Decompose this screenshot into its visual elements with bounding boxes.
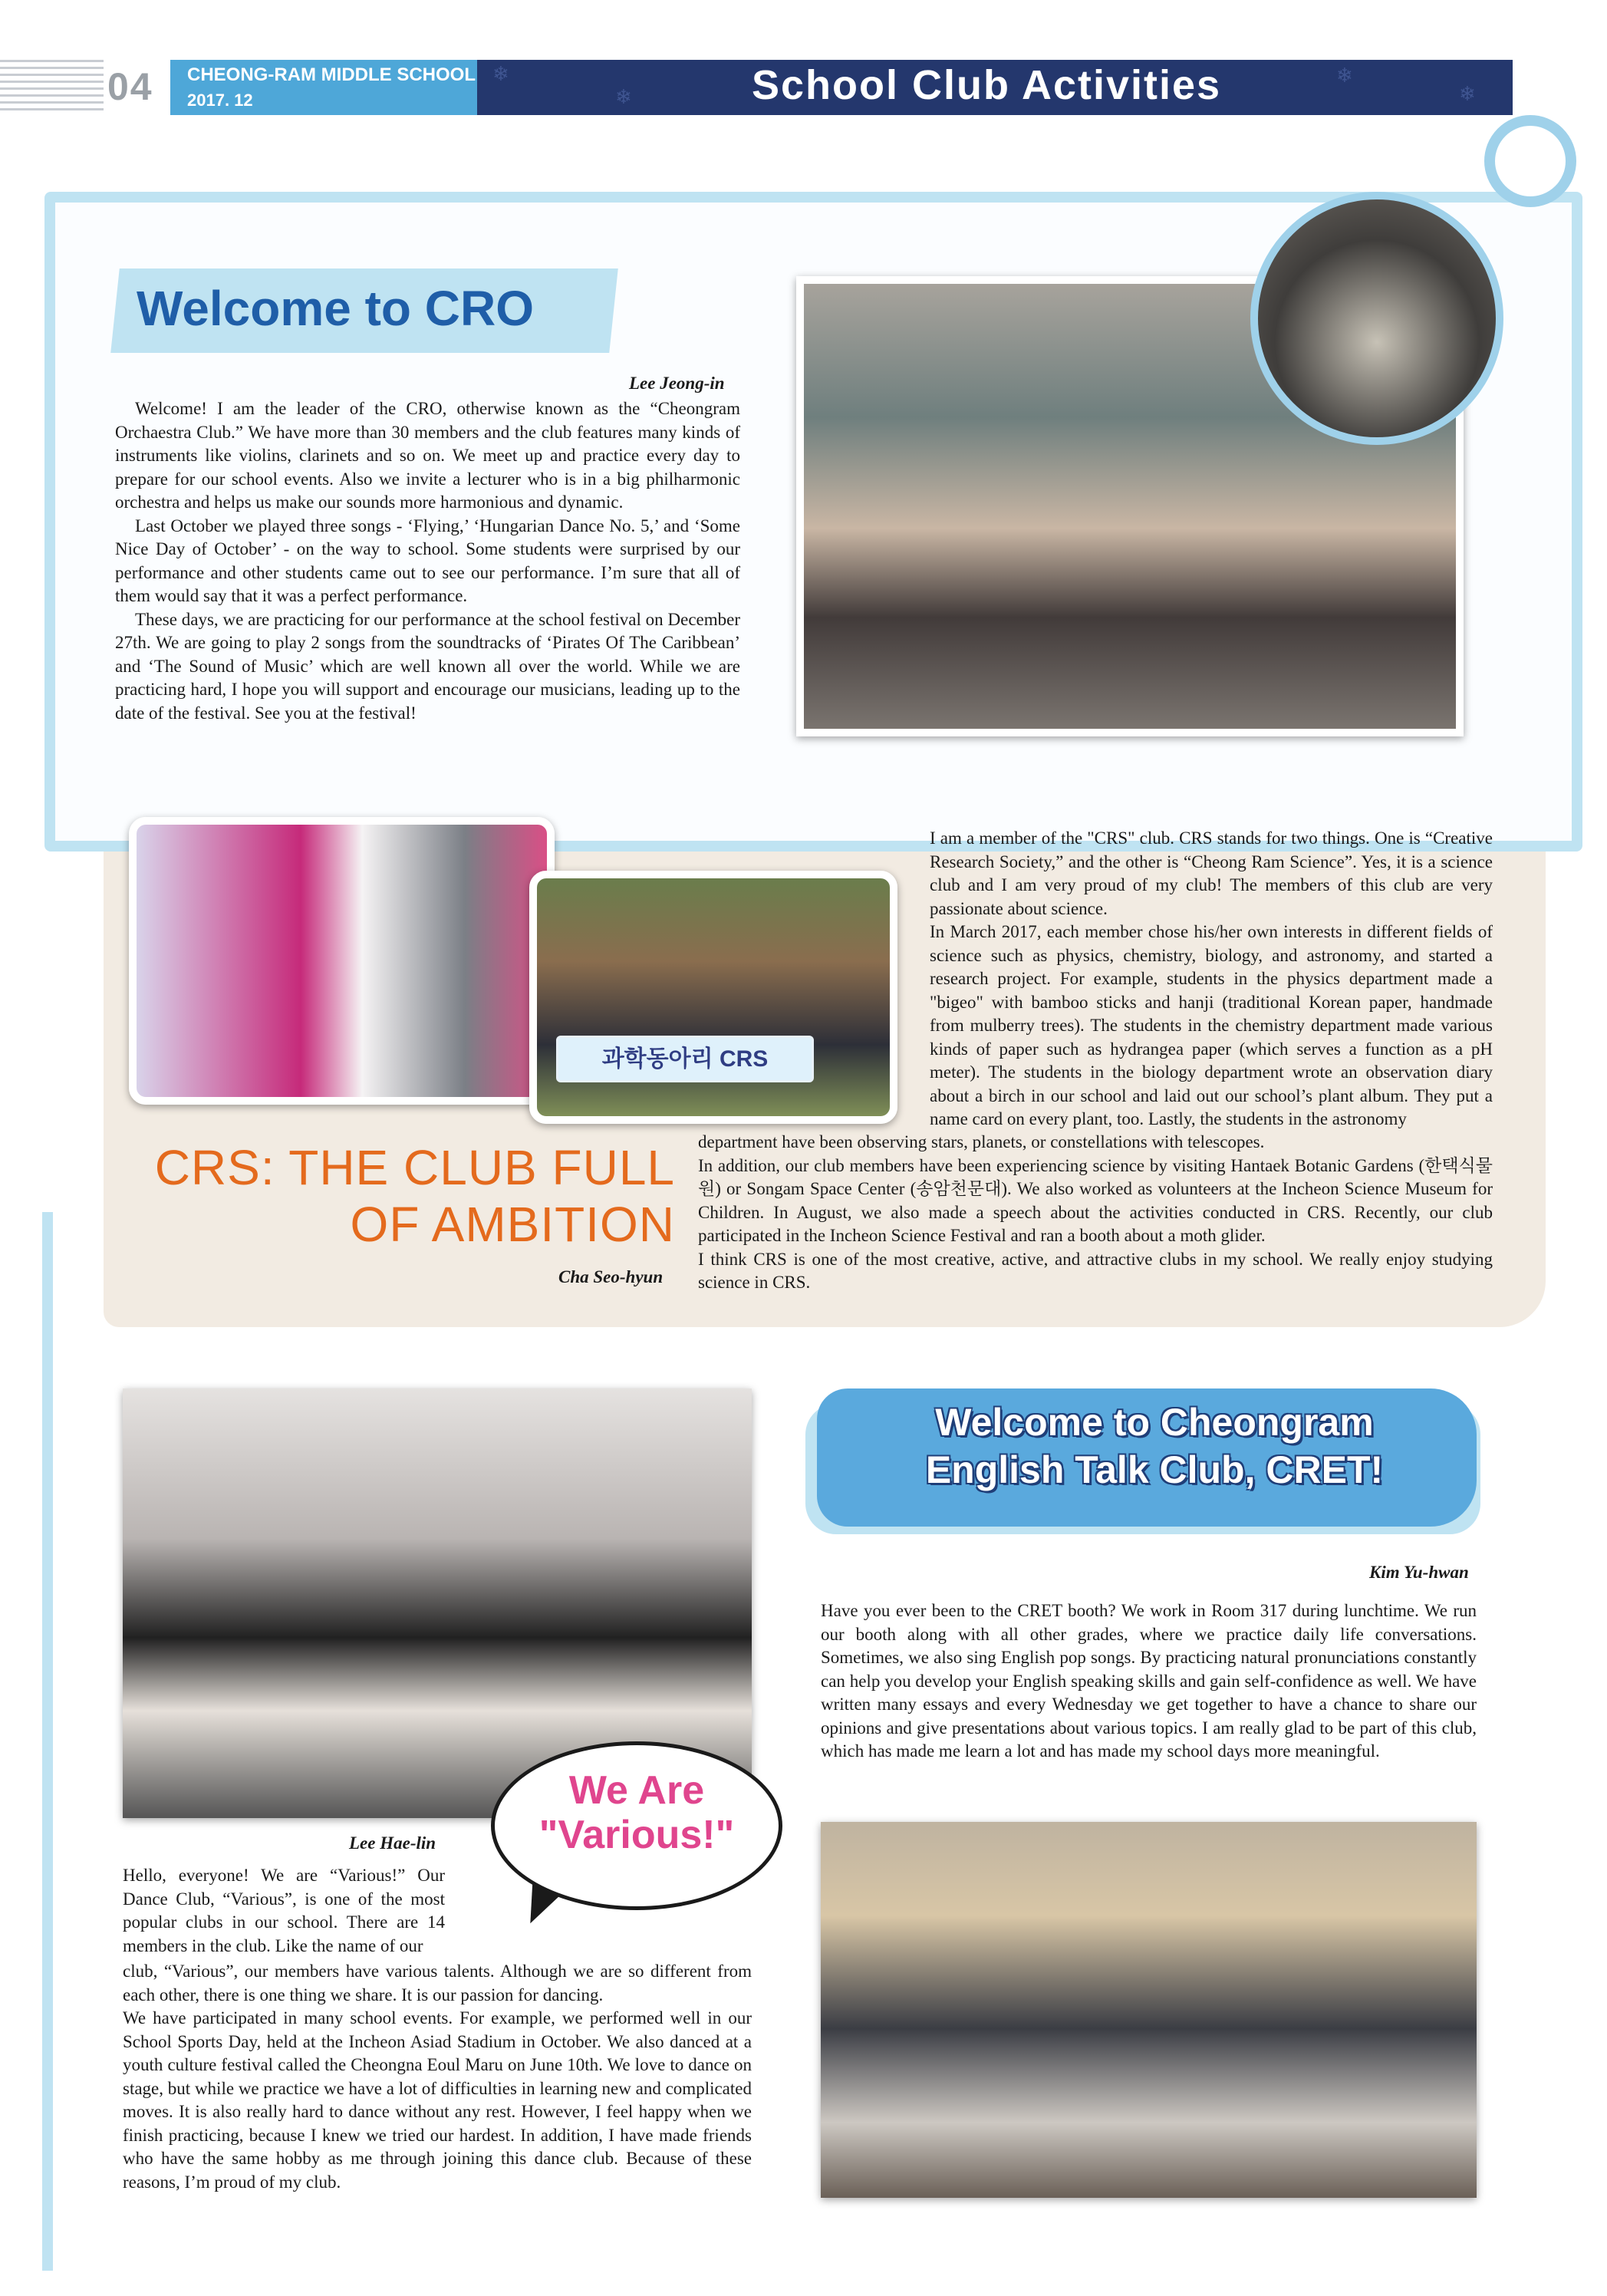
crs-photo-banner: 과학동아리 CRS [556, 1036, 814, 1082]
cro-article [115, 397, 740, 725]
snowflake-icon: ❄ [615, 86, 632, 108]
cret-title-line: English Talk Club, CRET! [925, 1448, 1384, 1491]
crs-article-bottom [698, 1131, 1493, 1295]
bubble-line: We Are [568, 1768, 705, 1813]
orchestra-group-photo [1250, 192, 1503, 445]
bottom-left-frame [42, 1212, 53, 2271]
page-number: 04 [107, 65, 153, 108]
crs-paragraph: In addition, our club members have been experiencing science by visiting Hantaek Botanic Gardens (한택식물원) or Songam Space Center (송암천문대). We also worked as volunteers at the Incheon Science Museum for Children. In August, we also made a speech about the activities conducted in CRS. Recently, our club participated in the Incheon Science Festival and ran a booth about a moth glider. [698, 1155, 1493, 1245]
crs-paragraph: In March 2017, each member chose his/her own interests in different fields of science such as physics, chemistry, biology, and astronomy, and started a research project. For example, students in the physics department made a "bigeo" with bamboo sticks and hanji (traditional Korean paper, handmade from mulberry trees). The students in the chemistry department made various kinds of paper such as hydrangea paper (which serves a function as a pH meter). The students in the biology department wrote an observation diary about a birch in our school and laid out our school’s plant album. They put a name card on every plant, too. Lastly, the students in the astronomy [930, 922, 1493, 1128]
crs-title [107, 1139, 675, 1253]
snowflake-icon: ❄ [1459, 83, 1476, 105]
snowflake-icon: ❄ [1336, 64, 1353, 87]
snowflake-icon: ❄ [492, 63, 509, 85]
speech-bubble-text [499, 1768, 775, 1857]
various-paragraph: We have participated in many school events. For example, we performed well in our School Sports Day, held at the Incheon Asiad Stadium in October. We also danced at a youth culture festival called the Cheongna Eoul Maru on June 10th. We love to dance on stage, but while we practice we have a lot of difficulties in learning new and complicated moves. It is also really hard to dance without any rest. However, I feel happy when we finish practicing, because I knew we tried our hardest. In addition, I have made friends who have the same hobby as me through joining this dance club. Because of these reasons, I’m proud of my club. [123, 2008, 752, 2192]
cro-paragraph: Last October we played three songs - ‘Flying,’ ‘Hungarian Dance No. 5,’ and ‘Some Nice Day of October’ - on the way to school. Some students were surprised by our performance and other students came out to see our performance. I’m sure that all of them would say that it was a perfect performance. [115, 516, 740, 605]
cro-paragraph: These days, we are practicing for our performance at the school festival on December 27th. We are going to play 2 songs from the soundtracks of ‘Pirates Of The Caribbean’ and ‘The Sound of Music’ which are well known all over the world. While we are practicing hard, I hope you will support and encourage our musicians, leading up to the date of the festival. See you at the festival! [115, 609, 740, 723]
crs-botanic-garden-photo [529, 871, 897, 1124]
header-stripes [0, 60, 104, 115]
various-paragraph: club, “Various”, our members have various talents. Although we are so different from each other, there is one thing we share. It is our passion for dancing. [123, 1962, 752, 2004]
crs-paragraph: I think CRS is one of the most creative, active, and attractive clubs in my school. We really enjoy studying science in CRS. [698, 1249, 1493, 1292]
cro-author: Lee Jeong-in [629, 374, 725, 393]
decorative-ring [1484, 115, 1576, 207]
cro-title: Welcome to CRO [137, 281, 534, 336]
various-intro: Hello, everyone! We are “Various!” Our Dance Club, “Various”, is one of the most popular clubs in our school. There are 14 members in the club. Like the name of our [123, 1866, 445, 1955]
crs-event-photo [129, 817, 555, 1105]
cret-author: Kim Yu-hwan [1369, 1563, 1469, 1582]
cro-paragraph: Welcome! I am the leader of the CRO, otherwise known as the “Cheongram Orchaestra Club.” We have more than 30 members and the club features many kinds of instruments like violins, clarinets and so on. We meet up and practice every day to prepare for our school events. Also we invite a lecturer who is in a big philharmonic orchestra and helps us make our sounds more harmonious and dynamic. [115, 399, 740, 512]
crs-title-line: OF AMBITION [350, 1197, 675, 1252]
various-article [123, 1960, 752, 2194]
cret-title-line: Welcome to Cheongram [935, 1401, 1374, 1444]
crs-title-line: CRS: THE CLUB FULL [154, 1140, 675, 1195]
crs-author: Cha Seo-hyun [558, 1267, 664, 1286]
cret-classroom-photo [821, 1822, 1477, 2198]
various-author: Lee Hae-lin [349, 1833, 436, 1853]
crs-paragraph: I am a member of the "CRS" club. CRS stands for two things. One is “Creative Research Society,” and the other is “Cheong Ram Science”. Yes, it is a science club and I am very proud of my club! The members of this club are very passionate about science. [930, 828, 1493, 918]
cret-paragraph: Have you ever been to the CRET booth? We work in Room 317 during lunchtime. We run our booth along with all other grades, where we practice daily life conversations. Sometimes, we also sing English pop songs. By practicing natural pronunciations constantly can help you develop your English speaking skills and gain self-confidence as well. We have written many essays and every Wednesday we get together to have a chance to share our opinions and give presentations about various topics. I am really glad to be part of this club, which has made me learn a lot and has made my school days more meaningful. [821, 1601, 1477, 1761]
school-name: CHEONG-RAM MIDDLE SCHOOL [187, 64, 476, 85]
crs-article-top [930, 827, 1493, 1132]
section-title: School Club Activities [752, 62, 1222, 108]
issue-date: 2017. 12 [187, 91, 253, 110]
cret-article [821, 1599, 1477, 1764]
cret-title [825, 1398, 1484, 1494]
crs-paragraph: department have been observing stars, planets, or constellations with telescopes. [698, 1132, 1265, 1151]
bubble-line: "Various!" [538, 1813, 735, 1857]
